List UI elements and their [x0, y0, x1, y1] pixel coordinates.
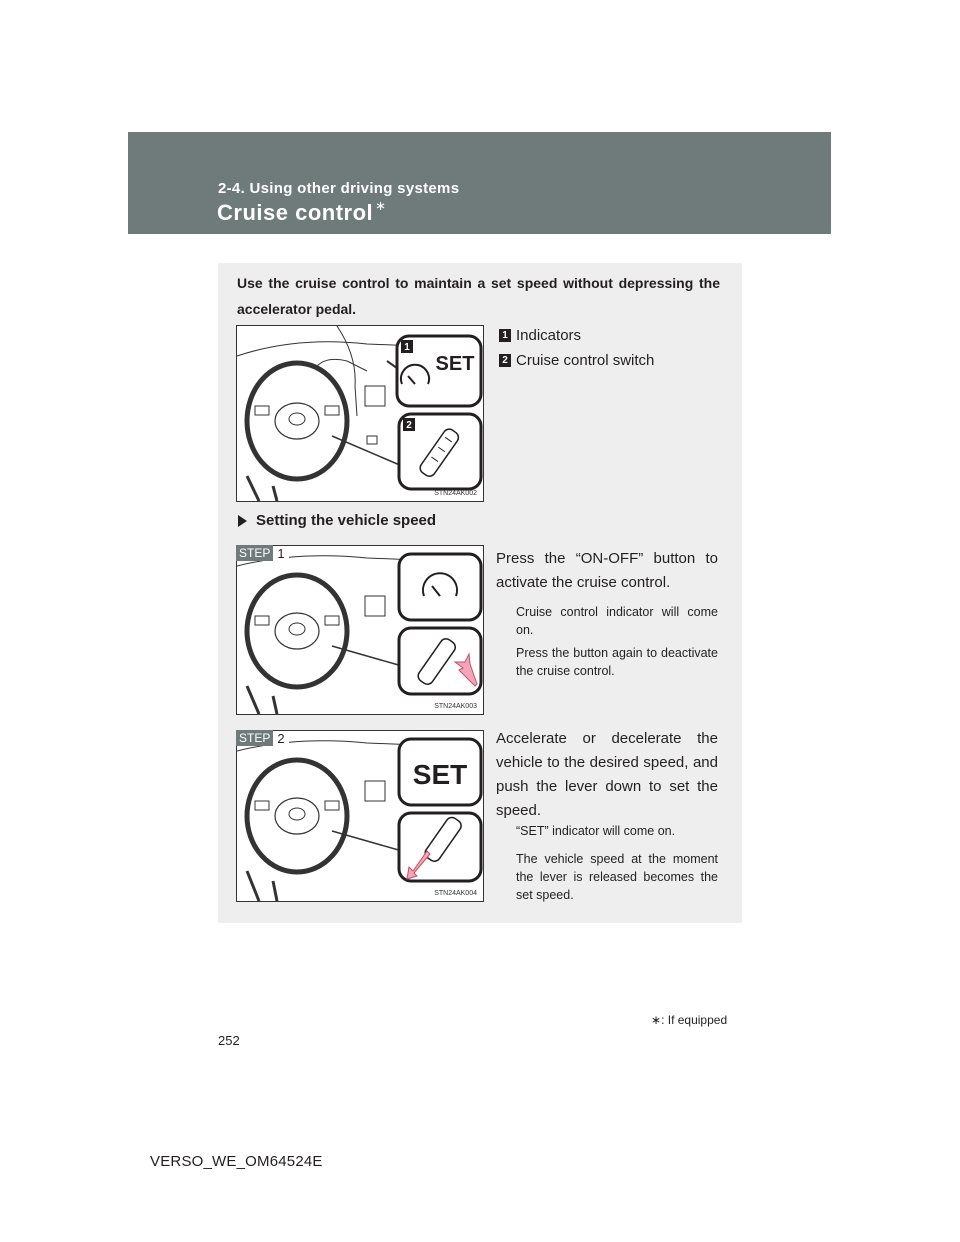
set-indicator-callout: SET — [435, 353, 475, 375]
step-tag: STEP — [236, 730, 273, 746]
step-number: 2 — [273, 731, 288, 746]
legend-item-switch — [499, 352, 654, 369]
figure-code: STN24AK004 — [434, 890, 477, 897]
page-number: 252 — [218, 1033, 240, 1048]
svg-text:2: 2 — [406, 420, 412, 431]
manual-code: VERSO_WE_OM64524E — [150, 1153, 323, 1170]
step-tag: STEP — [236, 545, 273, 561]
number-badge: 2 — [499, 354, 511, 367]
legend-item-indicators — [499, 327, 581, 344]
number-badge: 1 — [499, 329, 511, 342]
figure-cockpit-overview — [236, 325, 484, 502]
step-1-note-2: Press the button again to deactivate the cruise control. — [516, 646, 718, 678]
triangle-bullet-icon — [238, 515, 247, 527]
equipped-mark: ∗ — [375, 198, 387, 213]
cockpit-illustration — [237, 326, 483, 501]
page-title — [217, 200, 387, 226]
subheading-text: Setting the vehicle speed — [256, 512, 437, 529]
step-2-instruction: Accelerate or decelerate the vehicle to the desired speed, and push the lever down to set the speed. — [496, 730, 718, 819]
step1-illustration — [237, 546, 483, 714]
set-indicator-callout: SET — [412, 759, 468, 790]
figure-code: STN24AK002 — [434, 490, 477, 497]
step-1-instruction: Press the “ON-OFF” button to activate the cruise control. — [496, 550, 718, 591]
intro-text: Use the cruise control to maintain a set speed without depressing the accelerator pedal. — [237, 275, 720, 317]
legend-label: Cruise control switch — [516, 352, 655, 369]
footnote-mark: ∗ — [651, 1013, 662, 1027]
footnote — [651, 1013, 727, 1027]
section-title: 2-4. Using other driving systems — [218, 180, 460, 197]
step2-illustration — [237, 731, 483, 901]
figure-step-2 — [236, 730, 484, 902]
step-number: 1 — [273, 546, 288, 561]
step-2-label — [236, 730, 289, 746]
page-title-text: Cruise control — [217, 200, 374, 225]
step-2-note-1: “SET” indicator will come on. — [516, 824, 676, 838]
svg-text:1: 1 — [404, 342, 410, 353]
step-1-label — [236, 545, 289, 561]
figure-step-1 — [236, 545, 484, 715]
step-1-note-1: Cruise control indicator will come on. — [516, 605, 718, 637]
footnote-text: : If equipped — [661, 1013, 728, 1027]
subheading — [238, 512, 436, 529]
figure-code: STN24AK003 — [434, 703, 477, 710]
legend-label: Indicators — [516, 327, 582, 344]
step-2-note-2: The vehicle speed at the moment the lever is released becomes the set speed. — [516, 852, 718, 902]
